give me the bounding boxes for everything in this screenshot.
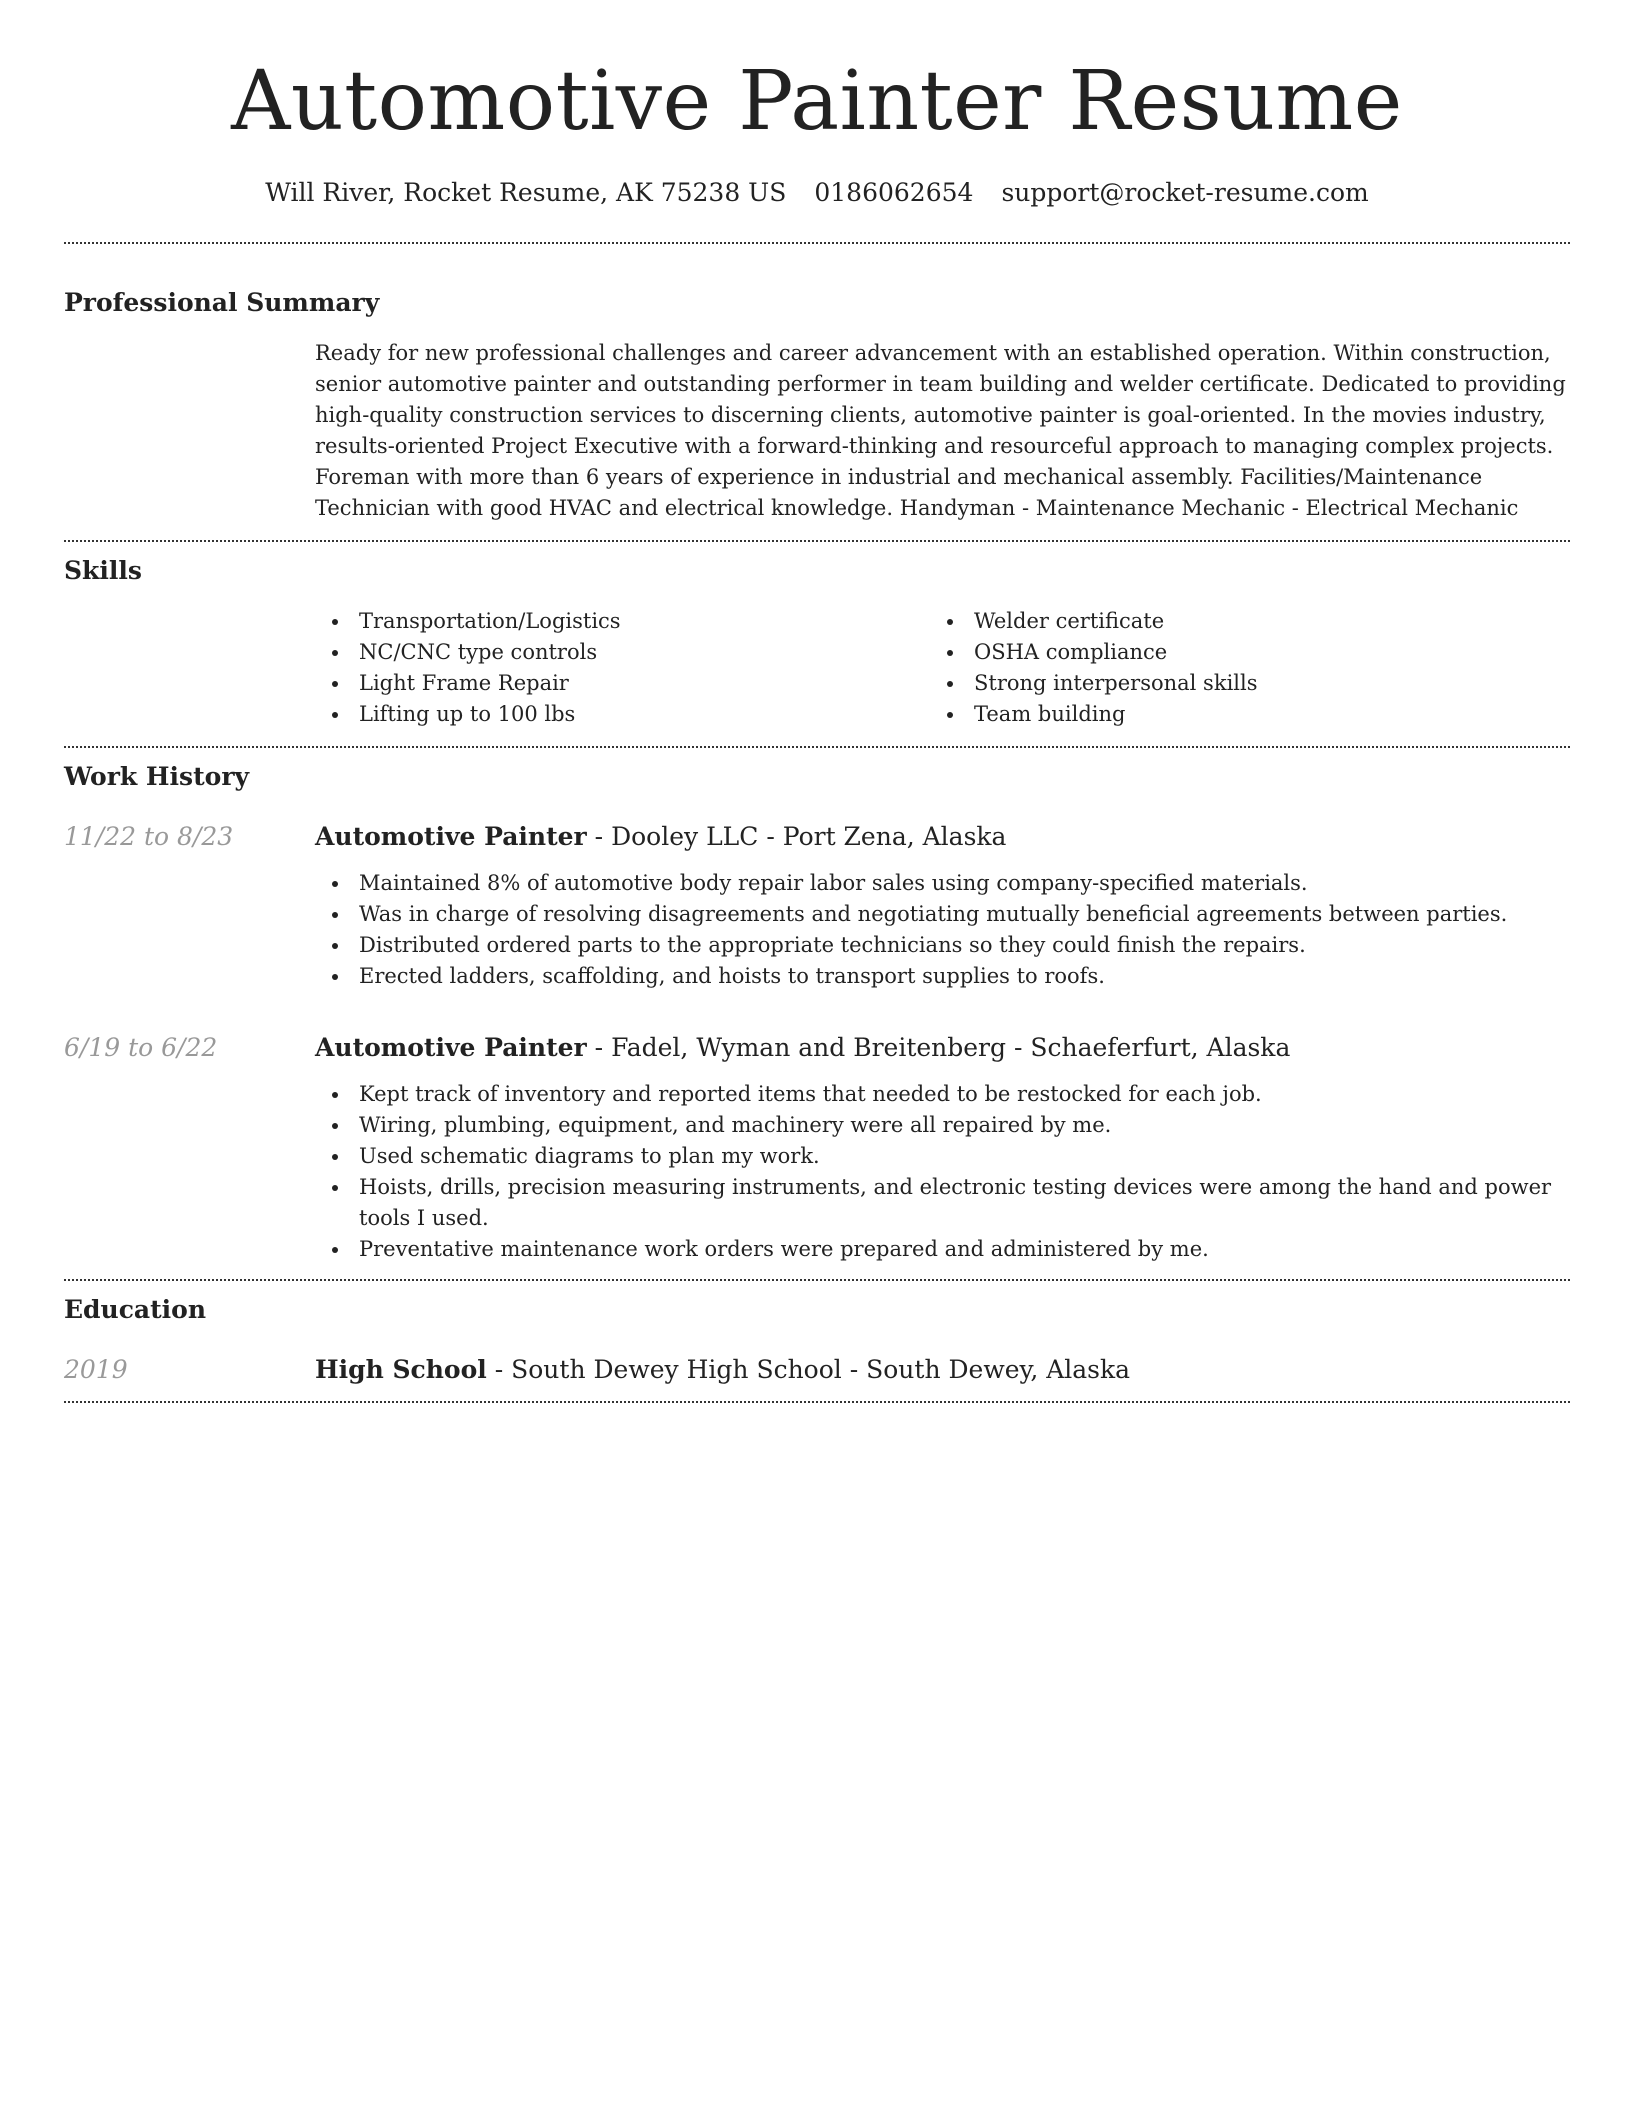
work-bullets bbox=[315, 868, 1570, 992]
divider bbox=[64, 242, 1570, 244]
education-entry bbox=[64, 1353, 1570, 1387]
work-entry bbox=[64, 1031, 1570, 1265]
divider bbox=[64, 746, 1570, 748]
resume-title: Automotive Painter Resume bbox=[231, 54, 1403, 149]
education-degree: High School bbox=[315, 1355, 487, 1384]
skill-item: Lifting up to 100 lbs bbox=[315, 699, 930, 730]
work-bullets bbox=[315, 1079, 1570, 1265]
skill-item: Team building bbox=[930, 699, 1545, 730]
education-school: - South Dewey High School - South Dewey, Alaska bbox=[486, 1355, 1131, 1384]
job-employer: - Dooley LLC - Port Zena, Alaska bbox=[586, 822, 1007, 851]
education-title bbox=[315, 1353, 1570, 1387]
work-dates: 6/19 to 6/22 bbox=[64, 1033, 218, 1062]
job-role: Automotive Painter bbox=[315, 1033, 587, 1062]
education-year: 2019 bbox=[64, 1355, 128, 1384]
work-bullet: Erected ladders, scaffolding, and hoists to transport supplies to roofs. bbox=[315, 961, 1570, 992]
work-bullet: Preventative maintenance work orders were prepared and administered by me. bbox=[315, 1234, 1570, 1265]
work-dates: 11/22 to 8/23 bbox=[64, 822, 234, 851]
work-title bbox=[315, 820, 1570, 854]
section-heading-skills: Skills bbox=[64, 556, 142, 585]
skills-column-right bbox=[930, 606, 1545, 730]
job-employer: - Fadel, Wyman and Breitenberg - Schaeferfurt, Alaska bbox=[586, 1033, 1291, 1062]
contact-phone: 0186062654 bbox=[814, 178, 974, 207]
contact-line bbox=[64, 176, 1570, 210]
skills-list bbox=[315, 606, 1570, 730]
skills-column-left bbox=[315, 606, 930, 730]
section-heading-education: Education bbox=[64, 1295, 207, 1324]
divider bbox=[64, 1279, 1570, 1281]
work-bullet: Wiring, plumbing, equipment, and machinery were all repaired by me. bbox=[315, 1110, 1570, 1141]
work-bullet: Distributed ordered parts to the appropriate technicians so they could finish the repairs. bbox=[315, 930, 1570, 961]
work-bullet: Was in charge of resolving disagreements and negotiating mutually beneficial agreements between parties. bbox=[315, 899, 1570, 930]
skill-item: Light Frame Repair bbox=[315, 668, 930, 699]
work-title bbox=[315, 1031, 1570, 1065]
work-bullet: Kept track of inventory and reported items that needed to be restocked for each job. bbox=[315, 1079, 1570, 1110]
section-heading-work: Work History bbox=[64, 762, 250, 791]
skill-item: Transportation/Logistics bbox=[315, 606, 930, 637]
divider bbox=[64, 1401, 1570, 1403]
resume-page bbox=[64, 0, 1570, 1403]
work-bullet: Hoists, drills, precision measuring instruments, and electronic testing devices were among the hand and power tools I used. bbox=[315, 1172, 1570, 1234]
work-bullet: Used schematic diagrams to plan my work. bbox=[315, 1141, 1570, 1172]
summary-text: Ready for new professional challenges and career advancement with an established operation. Within construction, senior automotive painter and outstanding performer in team building and welder certificate. Dedicated to providing high-quality construction services to discerning clients, automotive painter is goal-oriented. In the movies industry, results-oriented Project Executive with a forward-thinking and resourceful approach to managing complex projects. Foreman with more than 6 years of experience in industrial and mechanical assembly. Facilities/Maintenance Technician with good HVAC and electrical knowledge. Handyman - Maintenance Mechanic - Electrical Mechanic bbox=[315, 341, 1566, 520]
skill-item: Strong interpersonal skills bbox=[930, 668, 1545, 699]
divider bbox=[64, 540, 1570, 542]
contact-email[interactable]: support@rocket-resume.com bbox=[1001, 178, 1369, 207]
skill-item: Welder certificate bbox=[930, 606, 1545, 637]
work-entry bbox=[64, 820, 1570, 992]
skill-item: OSHA compliance bbox=[930, 637, 1545, 668]
work-bullet: Maintained 8% of automotive body repair labor sales using company-specified materials. bbox=[315, 868, 1570, 899]
section-heading-summary: Professional Summary bbox=[64, 288, 380, 317]
skill-item: NC/CNC type controls bbox=[315, 637, 930, 668]
job-role: Automotive Painter bbox=[315, 822, 587, 851]
contact-address: Will River, Rocket Resume, AK 75238 US bbox=[265, 178, 787, 207]
